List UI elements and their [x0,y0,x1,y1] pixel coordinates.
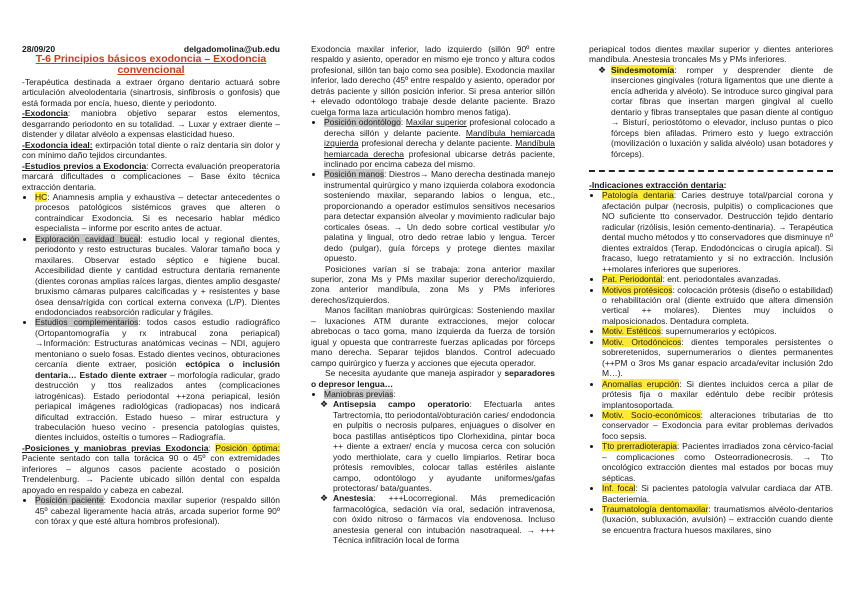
anestesia-label: Anestesia [333,493,374,504]
posicion-manos-label: Posición manos [324,169,385,180]
page-title [22,54,280,76]
exploracion-text: : estudio local y regional dientes, periodonto y resto estructuras bucales. Valorar tamaño boca y maxilares. Observar estado séptico e higiene bucal. Accesibilidad diente y cantidad estructura dentaria remanente (dientes coronas amplias raíces largas, dientes amplio desgaste/ bruxismo cámaras pulpares calcificadas y + resistentes y base ósea densa/rígida con cortical externa convexa (L/P). Dientes endodonciados reabsorción radicular y frágiles. [35,233,280,317]
patologia-dentaria-text: : Caries destruye total/parcial corona y afectación pulpar (necrosis, pulpitis) o complicaciones que NO suficiente tto conservador. Destrucción tejido dentario radicular (rizólisis, lesión cemento-dentinaria). → Terapéutica dental mucho métodos y tto conservadores que disminuye nº dientes extraídos (Terap. Endodóncicas o cirugía apical). Si fracaso, luego retratamiento y si no extracción. Inclusión ++molares inferiores que superiores. [602,190,833,274]
estudios-previos-label: -Estudios previos a Exodoncia [22,160,147,171]
section-divider [589,170,833,172]
column-2 [311,44,555,546]
list-item-tto-prerradioterapia [602,441,833,483]
header-date: 28/09/20 [22,44,56,54]
motiv-ortodoncicos-label: Motiv. Ortodóncicos [602,336,682,347]
list-item-maniobras-previas [324,389,555,399]
sindesmotomia-label: Sindesmotomía [611,64,675,75]
maxilar-inferior-paragraph: Exodoncia maxilar inferior, lado izquierdo (sillón 90º entre respaldo y asiento, operador en mismo eje tronco y altura codos profesional, sillón tan bajo como sea posible). Exodoncia maxilar inferior, lado derecho (45º entre respaldo y asiento, operador por detrás paciente y sillón posición inferior. Si presa anterior sillón + elevado odontólogo trabaje desde delante paciente. Brazo cuelga forma laza articulación hombro menos fatiga). [311,44,555,117]
estudios-list [22,192,280,443]
motiv-ortodoncicos-text: : dientes temporales persistentes o sobreretenidos, supernumerarios o dientes permanentes (++PM o 3ros Ms ganar espacio arcada/evitar inclusión 2do M…). [602,336,833,379]
traumatologia-label: Traumatología dentomaxilar [602,504,709,515]
diamond-bullet-icon: ❖ [320,493,329,504]
diamond-bullet-icon: ❖ [320,399,329,410]
anomalias-erupcion-label: Anomalías erupción [602,378,680,389]
indicaciones-title: -Indicaciones extracción dentaria [589,179,724,190]
exodoncia-ideal-paragraph [22,140,280,161]
estudios-previos-paragraph [22,161,280,192]
list-item-traumatologia [602,504,833,535]
list-item-estudios-complementarios [35,317,280,442]
list-item-motiv-ortodoncicos [602,337,833,379]
exploracion-label: Exploración cavidad bucal [35,233,141,244]
posiciones-text: Paciente sentado con talla torácica 90 o 45º con extremidades inferiores – algunos casos paciente acostado o posición Trendelenburg. → Paciente ubicado sillón dental con espalda apoyado en respaldo y cabeza en cabezal. [22,453,280,495]
traumatologia-text: : traumatismos alvéolo-dentarios (luxación, subluxación, avulsión) – extracción cuando diente se encuentra fractura huesos maxilares, sino [602,504,833,535]
posiciones-list [311,117,555,263]
odontologo-text-1: profesional colocado a derecha sillón y delante paciente. [324,117,555,138]
hemiarcada-derecha-label: Mandíbula hemiarcada derecha [324,138,555,159]
inf-focal-label: Inf. focal [602,483,636,494]
complementarios-bold: ectópica o inclusión dentaria… Estado diente extraer [35,359,280,380]
exodoncia-ideal-text: extirpación total diente o raíz dentaria sin dolor y con mínimo daño tejidos circundantes. [22,139,280,161]
ayudante-paragraph [311,368,555,389]
list-item-inf-focal [602,483,833,504]
periapical-paragraph: periapical todos dientes maxilar superior y dientes anteriores mandíbula. Anestesia troncales Ms y PMs inferiores. [589,44,833,65]
intro-paragraph: -Terapéutica destinada a extraer órgano dentario actuará sobre articulación alveolodentaria (sinartrosis, sinfibrosis o gonfosis) que está formada por encía, hueso, diente y periodonto. [22,77,280,108]
complementarios-label: Estudios complementarios [35,317,139,328]
list-item-patologia-dentaria [602,190,833,274]
list-item-motiv-socio-economicos [602,410,833,441]
list-item-pat-periodontal [602,274,833,284]
posicion-odontologo-label: Posición odontólogo [324,117,401,128]
list-item-sindesmotomia [598,64,833,159]
list-item-posicion-paciente [35,495,280,526]
hc-text: : Anamnesis amplia y exhaustiva – detectar antecedentes o procesos patológicos sistémicos graves que alteren o contraindicar Exodoncia. Si es necesario hablar médico especialista – informe por escrito antes de actuar. [35,191,280,234]
motiv-esteticos-text: : supernumerarios y ectópicos. [660,326,777,337]
list-item-anomalias-erupcion [602,379,833,410]
posicion-paciente-label: Posición paciente [35,495,104,506]
maniobras-sublist [311,399,555,545]
title-line2: convencional [117,64,185,76]
list-item-antisepsia [320,399,555,494]
exodoncia-ideal-label: -Exodoncia ideal: [22,139,93,150]
exodoncia-label: -Exodoncia [22,108,68,119]
motivos-protesicos-label: Motivos protésicos [602,284,673,295]
posiciones-varian-paragraph: Posiciones varían si se trabaja: zona anterior maxilar superior, zona Ms y PMs maxilar superior derecho/izquierdo, zona anterior mandíbula, zona Ms y PMs inferiores derechos/izquierdos. [311,263,555,305]
exodoncia-paragraph [22,108,280,139]
antisepsia-text: : Efectuarla antes Tartrectomía, tto periodontal/obturación caries/ endodoncia en pulpitis o necrosis pulpares, enjuagues o disolver en boca pastillas antisépticos tipo Clorhexidina, pintar boca ++ diente a extraer/ encía y mucosa cerca con solución yodo merthiolate, cara y cuello limpiarlos. Retirar boca prótesis removibles, colocar tallas estériles aislante campo, odontólogo y ayudante uniformes/gafas protectoras/ bata/guantes. [333,399,555,494]
odontologo-text-3: profesional ubicarse detrás paciente, inclinado por encima cabeza del mismo. [324,148,555,169]
maniobras-list [311,389,555,399]
list-item-exploracion [35,234,280,318]
motiv-socio-economicos-label: Motiv. Socio-económicos [602,409,701,420]
odontologo-colon: : [400,117,406,128]
posicion-optima-label: Posición óptima: [215,442,280,453]
pat-periodontal-label: Pat. Periodontal [602,274,663,285]
posiciones-paragraph [22,443,280,495]
motiv-esteticos-label: Motiv. Estéticos [602,326,661,337]
header-email: delgadomolina@ub.edu [183,44,280,54]
complementarios-text-2: – morfología radicular, grado destrucción y ttos realizados antes (complicaciones iatrogénicas). Estado periodontal ++zona periapical, lesión periapical imágenes radiológicas (radiopacas) nos indicará dificultad extracción. Estado hueso – mirar estructura y trabeculación hueso vecino - presencia patologías quistes, dientes incluidos, osteítis o tumores – Radiografía. [35,369,280,443]
anomalias-erupcion-text: : Si dientes incluidos cerca a pilar de prótesis fija o maxilar edéntulo debe recibir prótesis implantosoportada. [602,378,833,410]
motiv-socio-economicos-text: : alteraciones tributarias de tto conservador – Exodoncia para evitar problemas derivados foco sepsis. [602,409,833,441]
list-item-motivos-protesicos [602,285,833,327]
indicaciones-colon: : [723,179,727,190]
posicion-paciente-text: : Exodoncia maxilar superior (respaldo sillón 45º cabezal ligeramente hacia atrás, arcada superior forme 90º con tórax y que esté altura hombros profesional). [35,495,280,527]
complementarios-text-1: : todos casos estudio radiográfico (Ortopantomografía y rx intrabucal zona periapical) →Información: Estructuras anatómicas vecinas – NDI, agujero mentoniano o suelo fosas. Estado dientes vecinos, obturaciones cercanía diente extraer, posición [35,317,280,370]
pat-periodontal-text: : ent. periodontales avanzadas. [662,274,781,285]
ayudante-bold: separadores o depresor lengua… [311,368,555,389]
exodoncia-text: : maniobra objetivo separar estos elementos, desgarrando periodonto en su totalidad. → Luxar y extraer diente – distender y dilatar alvéolo a expensas elasticidad hueso. [22,108,280,140]
posiciones-label: -Posiciones y maniobras previas Exodoncia [22,442,209,453]
column-1 [22,0,280,526]
ayudante-text: Se necesita ayudante que maneja aspirador y [325,368,505,379]
inf-focal-text: : Si pacientes patología valvular cardiaca dar ATB. Bacteriemia. [602,483,833,504]
sindesmotomia-list [589,65,833,159]
patologia-dentaria-label: Patología dentaria [602,190,674,201]
sindesmotomia-text: : romper y desprender diente de inserciones gingivales (rotura ligamentos que une diente a encía adherida y alvéolo). Se introduce surco gingival para cortar fibras que insertan margen gingival al cuello dentario y fibras transeptales que pasan diente al contiguo → Bisturí, periostótomo o elevador, incluso puntas o pico fórceps bien afiladas. Primero esto y luego extracción (movilización o luxación y salida alvéolo) usan botadores y fórceps). [611,64,833,159]
maniobras-previas-label: Maniobras previas [324,388,394,399]
anestesia-text: : +++Locorregional. Más premedicación farmacológica, sedación vía oral, sedación intravenosa, con óxido nitroso o fármacos vía endovenosa. Incluso anestesia general con intubación nasotraqueal. → +++ Técnica infiltración local de forma [333,493,555,546]
antisepsia-label: Antisepsia campo operatorio [333,399,470,410]
motivos-protesicos-text: : colocación prótesis (diseño o estabilidad) o rehabilitación oral (diente extruido que altera dimensión vertical ++ molares). Dientes muy incluidos o malposicionados. Dentadura completa. [602,284,833,326]
tto-prerradioterapia-text: : Pacientes irradiados zona cérvico-facial – complicaciones como Osteorradionecrosis. → Tto oncológico extracción dientes mal estados por bocas muy sépticas. [602,441,833,483]
tto-prerradioterapia-label: Tto prerradioterapia [602,441,678,452]
indicaciones-heading [589,180,833,190]
title-line1: T-6 Principios básicos exodoncia – Exodoncia [35,53,267,65]
maxilar-superior-label: Maxilar superior [405,117,467,128]
list-item-anestesia [320,493,555,546]
hemiarcada-izquierda-label: Mandíbula hemiarcada izquierda [324,127,555,149]
column-3 [589,44,833,535]
list-item-motiv-esteticos [602,326,833,336]
list-item-hc [35,192,280,234]
indicaciones-list [589,190,833,535]
estudios-previos-text: : Correcta evaluación preoperatoria marcará dificultades o complicaciones – Base éxito técnica extracción dentaria. [22,160,280,192]
list-item-posicion-odontologo [324,117,555,169]
hc-label: HC [35,191,48,202]
diamond-bullet-icon: ❖ [598,64,607,75]
posiciones-colon: : [208,442,216,453]
maniobras-colon: : [393,388,396,399]
posicion-paciente-list [22,495,280,526]
posicion-manos-text: : Diestros→ Mano derecha destinada manejo instrumental quirúrgico y mano izquierda colabora exodoncia sosteniendo maxilar, separando labios o lengua, etc., proporcionando a operador estímulos sensitivos necesarios para detectar expansión alveolar y movimiento radicular bajo corticales óseas. → Un dedo sobre cortical vestibular y/o palatina y lingual, otro dedo retrae labio y lengua. Tercer dedo (pulgar), guía fórceps y protege dientes maxilar opuesto. [324,169,555,264]
list-item-posicion-manos [324,169,555,263]
manos-facilitan-paragraph: Manos facilitan maniobras quirúrgicas: Sosteniendo maxilar – luxaciones ATM durante extracciones, mejor colocar abrebocas o taco goma, mano izquierda da fuerza de torsión igual y opuesta que contrarreste fuerzas aplicadas por fórceps mano derecha. Separar tejidos blandos. Control adecuado campo quirúrgico y fuerza y acciones que ejecuta operador. [311,305,555,368]
odontologo-text-2: profesional derecha y delante paciente. [358,138,516,149]
